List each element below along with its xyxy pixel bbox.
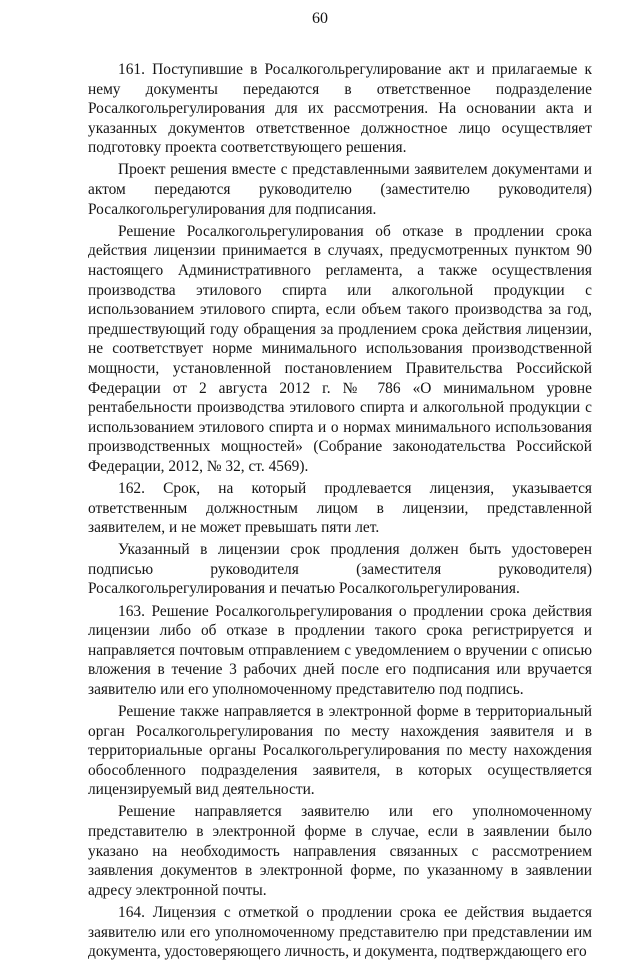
paragraph-draft-decision: Проект решения вместе с представленными заявителем документами и актом передаются руководителю (заместителю руководителя) Росалкогольрегулирования для подписания.	[88, 161, 592, 218]
paragraph-territorial-bodies: Решение также направляется в электронной форме в территориальный орган Росалкогольрегулирования по месту нахождения заявителя и в территориальные органы Росалкогольрегулирования по месту нахождения обособленного подразделения заявителя, в которых осуществляется лицензируемый вид деятельности.	[88, 703, 592, 799]
paragraph-refusal-decision: Решение Росалкогольрегулирования об отказе в продлении срока действия лицензии принимается в случаях, предусмотренных пунктом 90 настоящего Административного регламента, а также осуществления производства этилового спирта или алкогольной продукции с использованием этилового спирта, если объем такого производства за год, предшествующий году обращения за продлением срока действия лицензии, не соответствует норме минимального использования производственной мощности, установленной постановлением Правительства Российской Федерации от 2 августа 2012 г. № 786 «О минимальном уровне рентабельности производства этилового спирта и алкогольной продукции с использованием этилового спирта и о нормах минимального использования производственных мощностей» (Собрание законодательства Российской Федерации, 2012, № 32, ст. 4569).	[88, 222, 592, 475]
document-body	[88, 60, 592, 964]
paragraph-term-certification: Указанный в лицензии срок продления должен быть удостоверен подписью руководителя (заместителя руководителя) Росалкогольрегулирования и печатью Росалкогольрегулирования.	[88, 541, 592, 598]
paragraph-163: 163. Решение Росалкогольрегулирования о продлении срока действия лицензии либо об отказе в продлении такого срока регистрируется и направляется почтовым отправлением с уведомлением о вручении с описью вложения в течение 3 рабочих дней после его подписания или вручается заявителю или его уполномоченному представителю под подпись.	[88, 602, 592, 698]
paragraph-161: 161. Поступившие в Росалкогольрегулирование акт и прилагаемые к нему документы передаются в ответственное подразделение Росалкогольрегулирования для их рассмотрения. На основании акта и указанных документов ответственное должностное лицо осуществляет подготовку проекта соответствующего решения.	[88, 61, 592, 157]
paragraph-164: 164. Лицензия с отметкой о продлении срока ее действия выдается заявителю или его уполномоченному представителю при представлении им документа, удостоверяющего личность, и документа, подтверждающего его	[88, 903, 592, 961]
paragraph-electronic-delivery: Решение направляется заявителю или его уполномоченному представителю в электронной форме в случае, если в заявлении было указано на необходимость направления связанных с рассмотрением заявления документов в электронной форме, по указанному в заявлении адресу электронной почты.	[88, 803, 592, 899]
page-number: 60	[312, 10, 328, 27]
paragraph-162: 162. Срок, на который продлевается лицензия, указывается ответственным должностным лицом в лицензии, представленной заявителем, и не может превышать пяти лет.	[88, 479, 592, 537]
